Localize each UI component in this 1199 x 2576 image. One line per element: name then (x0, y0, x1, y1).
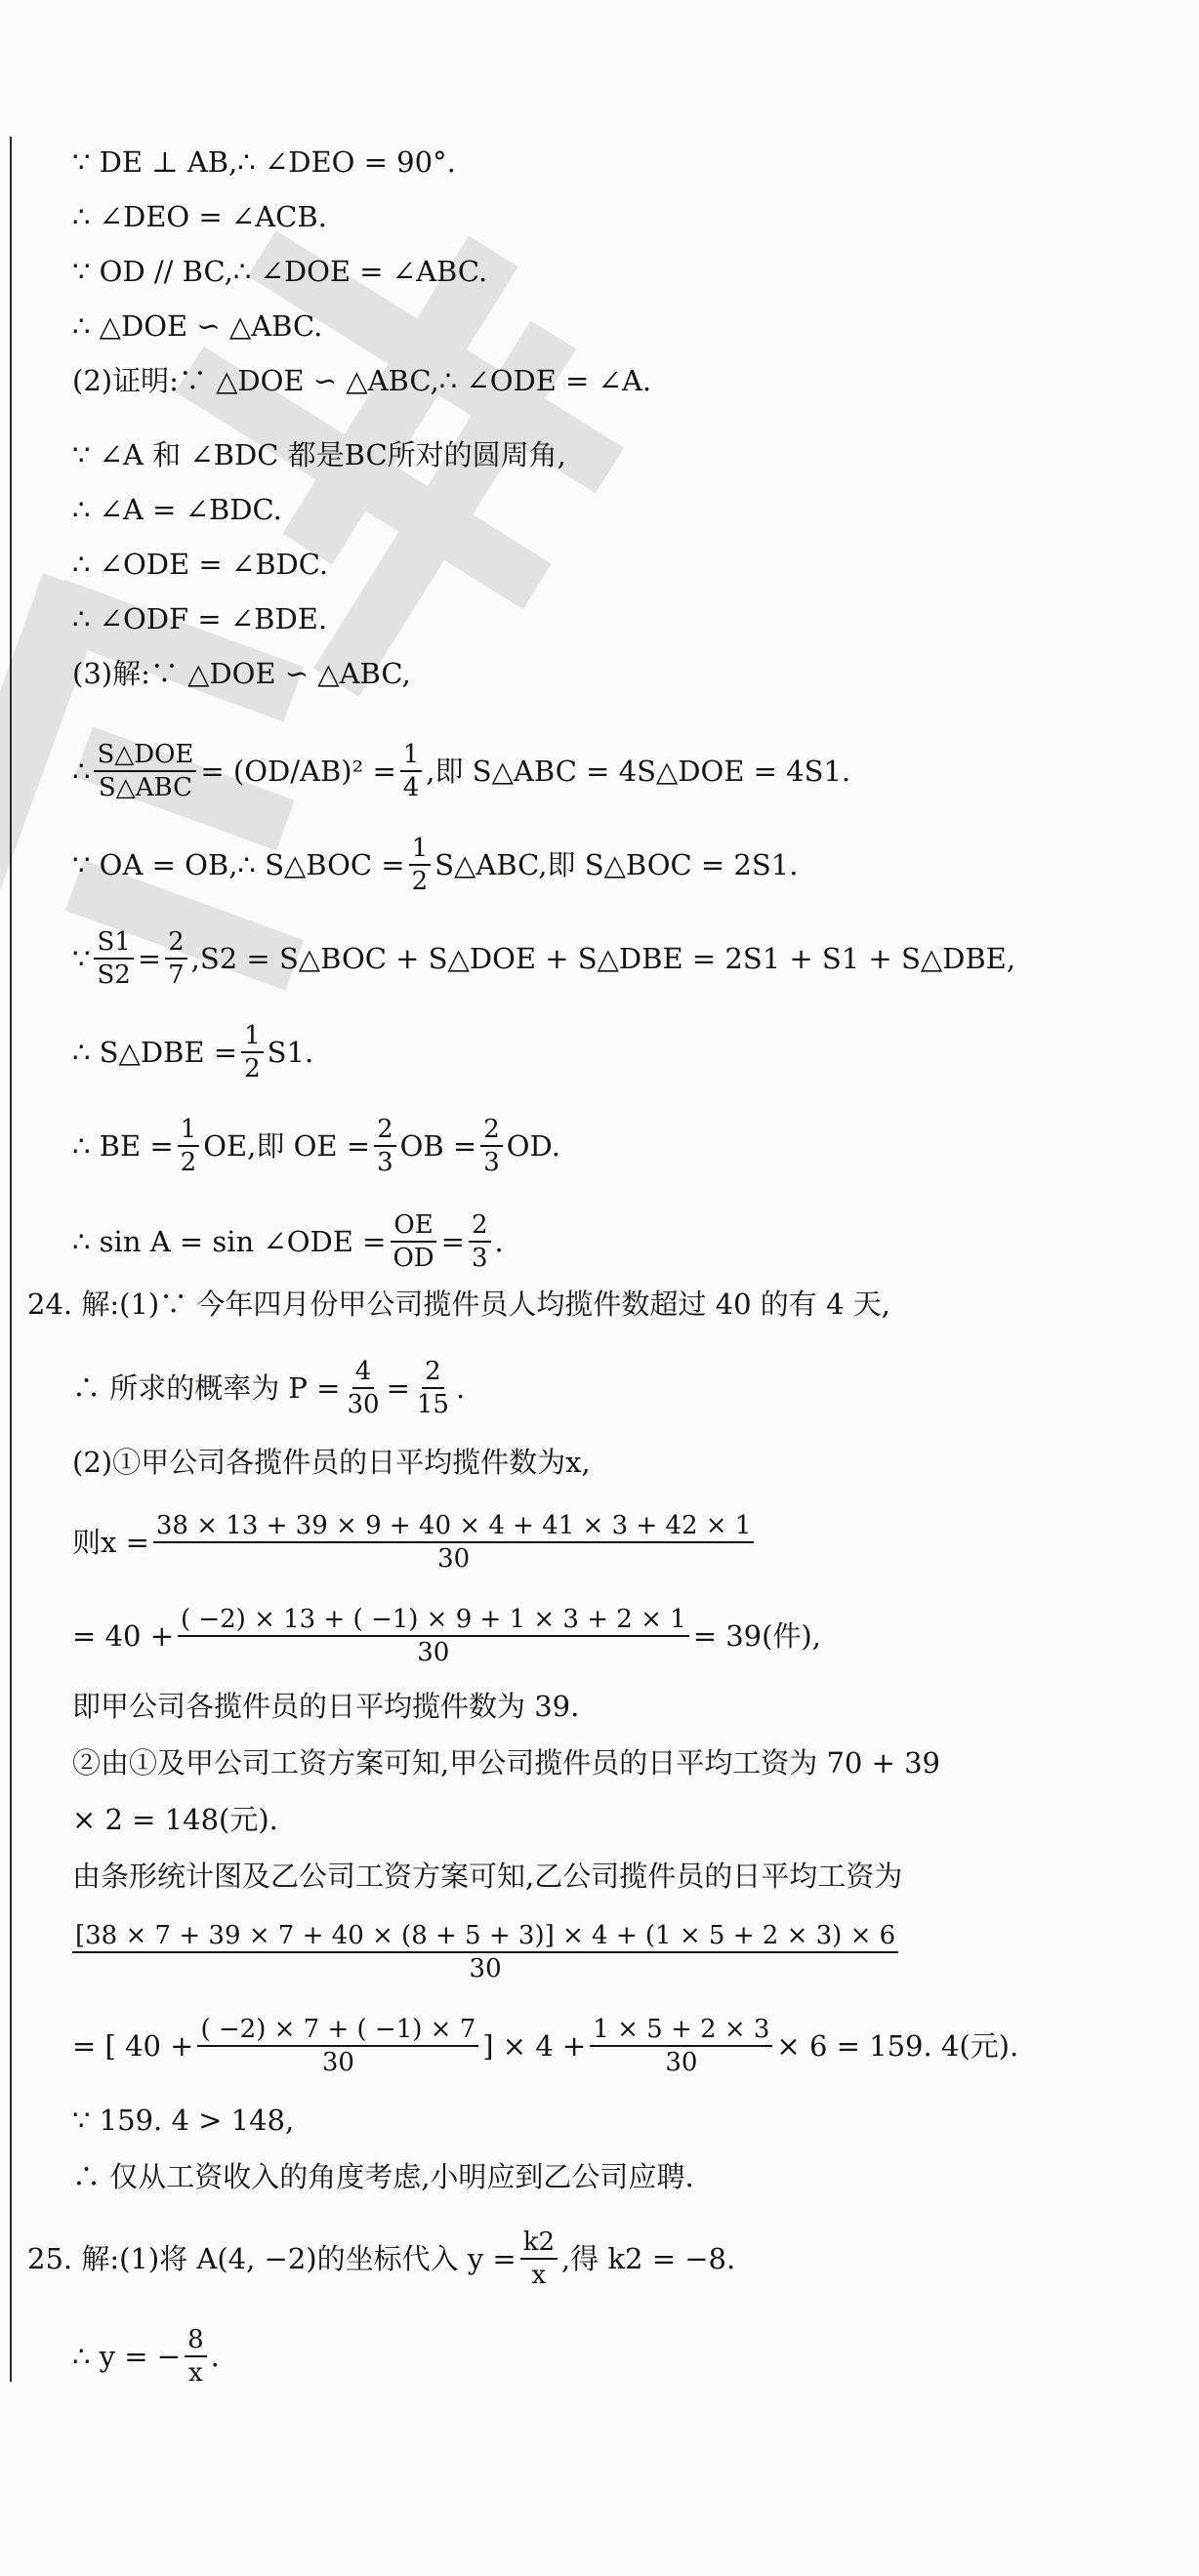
fraction-denominator: 2 (180, 1148, 197, 1177)
solution-part-3-text: (3)解:∵ △DOE ∽ △ABC, (72, 656, 411, 690)
function-result-line (72, 2308, 220, 2405)
proof-line-8 (72, 533, 328, 595)
company-a-wage-line (72, 1732, 940, 1794)
period: . (210, 2339, 220, 2373)
sine-lead: ∴ sin A = sin ∠ODE = (72, 1224, 387, 1258)
conclusion-text: ∴ 仅从工资收入的角度考虑,小明应到乙公司应聘. (72, 2159, 694, 2193)
company-a-wage-text: ②由①及甲公司工资方案可知,甲公司揽件员的日平均工资为 70 + 39 (72, 1745, 940, 1779)
proof-line-1 (72, 131, 456, 193)
proof-line-4 (72, 295, 322, 357)
fraction-numerator: S1 (94, 929, 133, 960)
proof-part-2-heading (72, 349, 651, 412)
ob-relation: OB = (399, 1128, 477, 1163)
fraction-denominator: 3 (471, 1244, 488, 1273)
dbe-area-lead: ∴ S△DBE = (72, 1035, 238, 1069)
dbe-area-line (72, 1003, 313, 1101)
fraction-denominator: S2 (97, 961, 131, 990)
proof-line-7-text: ∴ ∠A = ∠BDC. (72, 492, 282, 526)
problem-25-heading (27, 2210, 735, 2308)
proof-line-6 (72, 424, 566, 486)
fraction-numerator: 1 (409, 836, 432, 866)
proof-line-9-text: ∴ ∠ODF = ∠BDE. (72, 601, 328, 635)
fraction-numerator: 8 (185, 2327, 207, 2357)
obc-area-result: S△ABC,即 S△BOC = 2S1. (434, 847, 799, 881)
proof-line-3-text: ∵ OD // BC,∴ ∠DOE = ∠ABC. (72, 254, 488, 288)
fraction-denominator: 15 (416, 1390, 449, 1419)
conclusion-line (72, 2146, 694, 2208)
proof-line-1-text: ∵ DE ⊥ AB,∴ ∠DEO = 90°. (72, 144, 456, 179)
fraction-numerator: ( −2) × 7 + ( −1) × 7 (197, 2017, 478, 2047)
mean-result: = 39(件), (692, 1618, 821, 1653)
probability-line (72, 1339, 465, 1437)
fraction-numerator: 2 (422, 1359, 444, 1389)
company-b-wage-simplified (72, 1997, 1018, 2095)
company-a-wage-line-2 (72, 1788, 278, 1851)
fraction-denominator: 3 (377, 1148, 393, 1177)
be-lead: ∴ BE = (72, 1128, 174, 1163)
two-fifteenths-fraction (414, 1359, 452, 1417)
obc-area-lead: ∵ OA = OB,∴ S△BOC = (72, 847, 405, 881)
be-oe-line (72, 1097, 560, 1195)
dbe-area-result: S1. (267, 1035, 314, 1069)
company-b-wage-fraction-line (72, 1903, 902, 2001)
fraction-numerator: ( −2) × 13 + ( −1) × 9 + 1 × 3 + 2 × 1 (178, 1607, 689, 1637)
s1-over-s2-fraction (94, 929, 133, 988)
proof-line-2-text: ∴ ∠DEO = ∠ACB. (72, 199, 327, 233)
fraction-numerator: 2 (374, 1117, 396, 1147)
k2-result: ,得 k2 = −8. (561, 2241, 736, 2275)
fraction-denominator: 30 (347, 1390, 380, 1419)
because-symbol: ∵ (72, 941, 91, 975)
function-lead: ∴ y = − (72, 2339, 182, 2373)
period: . (455, 1370, 466, 1405)
fraction-numerator: 1 (178, 1117, 200, 1147)
fraction-denominator: 3 (483, 1148, 500, 1177)
equals-sign: = (440, 1224, 465, 1258)
fraction-numerator: k2 (520, 2229, 558, 2260)
two-thirds-fraction-2 (480, 1117, 503, 1175)
two-thirds-fraction (469, 1212, 491, 1271)
deviation-fraction (197, 2017, 478, 2075)
half-fraction (409, 836, 432, 894)
proof-line-6-text: ∵ ∠A 和 ∠BDC 都是BC所对的圆周角, (72, 437, 566, 471)
part-2-1-text: (2)①甲公司各揽件员的日平均揽件数为x, (72, 1445, 591, 1479)
fraction-numerator: S△DOE (94, 742, 196, 772)
fraction-denominator: 4 (402, 773, 420, 802)
od-result: OD. (506, 1128, 560, 1163)
fraction-numerator: OE (391, 1212, 435, 1243)
fraction-numerator: 1 (400, 742, 423, 772)
probability-lead: ∴ 所求的概率为 P = (72, 1370, 341, 1405)
mean-conclusion-line (72, 1675, 579, 1738)
s1-s2-line (72, 910, 1015, 1007)
problem-24-heading (27, 1273, 890, 1335)
fraction-denominator: x (188, 2358, 203, 2388)
fraction-denominator: S△ABC (98, 773, 192, 802)
fraction-numerator: [38 × 7 + 39 × 7 + 40 × (8 + 5 + 3)] × 4 + (1 × 5 + 2 × 3) × 6 (72, 1923, 898, 1953)
half-fraction (178, 1117, 200, 1175)
fraction-numerator: 38 × 13 + 39 × 9 + 40 × 4 + 41 × 3 + 42 × 1 (153, 1513, 755, 1543)
wage-comparison-line (72, 2089, 294, 2151)
fraction-denominator: 30 (417, 1638, 450, 1667)
oe-relation: OE,即 OE = (203, 1128, 371, 1163)
fraction-denominator: 2 (411, 867, 429, 896)
oe-over-od-fraction (390, 1212, 436, 1271)
fraction-numerator: 2 (165, 929, 187, 960)
company-b-wage-intro-text: 由条形统计图及乙公司工资方案可知,乙公司揽件员的日平均工资为 (72, 1859, 903, 1893)
bracket-close: ] × 4 + (482, 2028, 587, 2063)
equals-sign: = (137, 941, 162, 975)
therefore-symbol: ∴ (72, 754, 91, 788)
equals-sign: = (386, 1370, 410, 1405)
mean-conclusion-text: 即甲公司各揽件员的日平均揽件数为 39. (72, 1689, 580, 1723)
fraction-numerator: 2 (480, 1117, 503, 1147)
area-ratio-line (72, 722, 850, 820)
proof-line-3 (72, 240, 487, 303)
mean-lead: 则x = (72, 1525, 149, 1559)
fraction-numerator: 1 (241, 1023, 264, 1053)
proof-line-4-text: ∴ △DOE ∽ △ABC. (72, 308, 323, 343)
proof-line-2 (72, 185, 327, 248)
fraction-denominator: 7 (168, 961, 185, 990)
area-ratio-fraction (94, 742, 196, 800)
fraction-denominator: 30 (321, 2048, 354, 2077)
bracket-lead: = [ 40 + (72, 2028, 194, 2063)
margin-rule (10, 137, 12, 2382)
area-result: ,即 S△ABC = 4S△DOE = 4S1. (426, 754, 851, 788)
proof-part-2-text: (2)证明:∵ △DOE ∽ △ABC,∴ ∠ODE = ∠A. (72, 363, 652, 397)
company-b-wage-result: × 6 = 159. 4(元). (776, 2028, 1019, 2063)
company-b-wage-intro (72, 1845, 902, 1907)
eight-over-x-fraction (185, 2327, 207, 2386)
mean-simplified-lead: = 40 + (72, 1618, 174, 1653)
two-sevenths-fraction (165, 929, 187, 988)
one-quarter-fraction (400, 742, 423, 800)
proof-line-9 (72, 588, 327, 650)
fraction-denominator: 2 (244, 1054, 261, 1084)
deviation-fraction (178, 1607, 689, 1665)
solution-part-3-heading (72, 642, 411, 705)
problem-25-lead: 25. 解:(1)将 A(4, −2)的坐标代入 y = (27, 2241, 517, 2275)
mean-fraction (153, 1513, 755, 1572)
half-fraction (241, 1023, 264, 1082)
fraction-denominator: 30 (437, 1544, 471, 1574)
fraction-denominator: 30 (469, 1954, 502, 1983)
fraction-denominator: OD (393, 1244, 434, 1273)
problem-24-text: 24. 解:(1)∵ 今年四月份甲公司揽件员人均揽件数超过 40 的有 4 天, (27, 1287, 890, 1321)
mean-formula-line (72, 1493, 758, 1591)
four-thirtieths-fraction (344, 1359, 382, 1417)
proof-line-7 (72, 478, 282, 541)
company-b-wage-fraction (72, 1923, 898, 1982)
mean-simplified-line (72, 1587, 821, 1685)
two-thirds-fraction (374, 1117, 396, 1175)
fraction-denominator: 30 (665, 2048, 698, 2077)
bonus-fraction (590, 2017, 772, 2075)
fraction-denominator: x (531, 2261, 547, 2290)
proof-line-8-text: ∴ ∠ODE = ∠BDC. (72, 547, 329, 581)
fraction-numerator: 4 (352, 1359, 375, 1389)
wage-comparison-text: ∵ 159. 4 > 148, (72, 2103, 295, 2137)
ratio-square-expression: = (OD/AB)² = (200, 754, 396, 788)
fraction-numerator: 2 (469, 1212, 491, 1243)
obc-area-line (72, 816, 798, 914)
fraction-numerator: 1 × 5 + 2 × 3 (590, 2017, 772, 2047)
k2-over-x-fraction (520, 2229, 558, 2288)
period: . (494, 1224, 504, 1258)
part-2-1-heading (72, 1431, 591, 1493)
company-a-wage-text-2: × 2 = 148(元). (72, 1802, 278, 1836)
s2-expansion: ,S2 = S△BOC + S△DOE + S△DBE = 2S1 + S1 + S△DBE, (190, 941, 1016, 975)
